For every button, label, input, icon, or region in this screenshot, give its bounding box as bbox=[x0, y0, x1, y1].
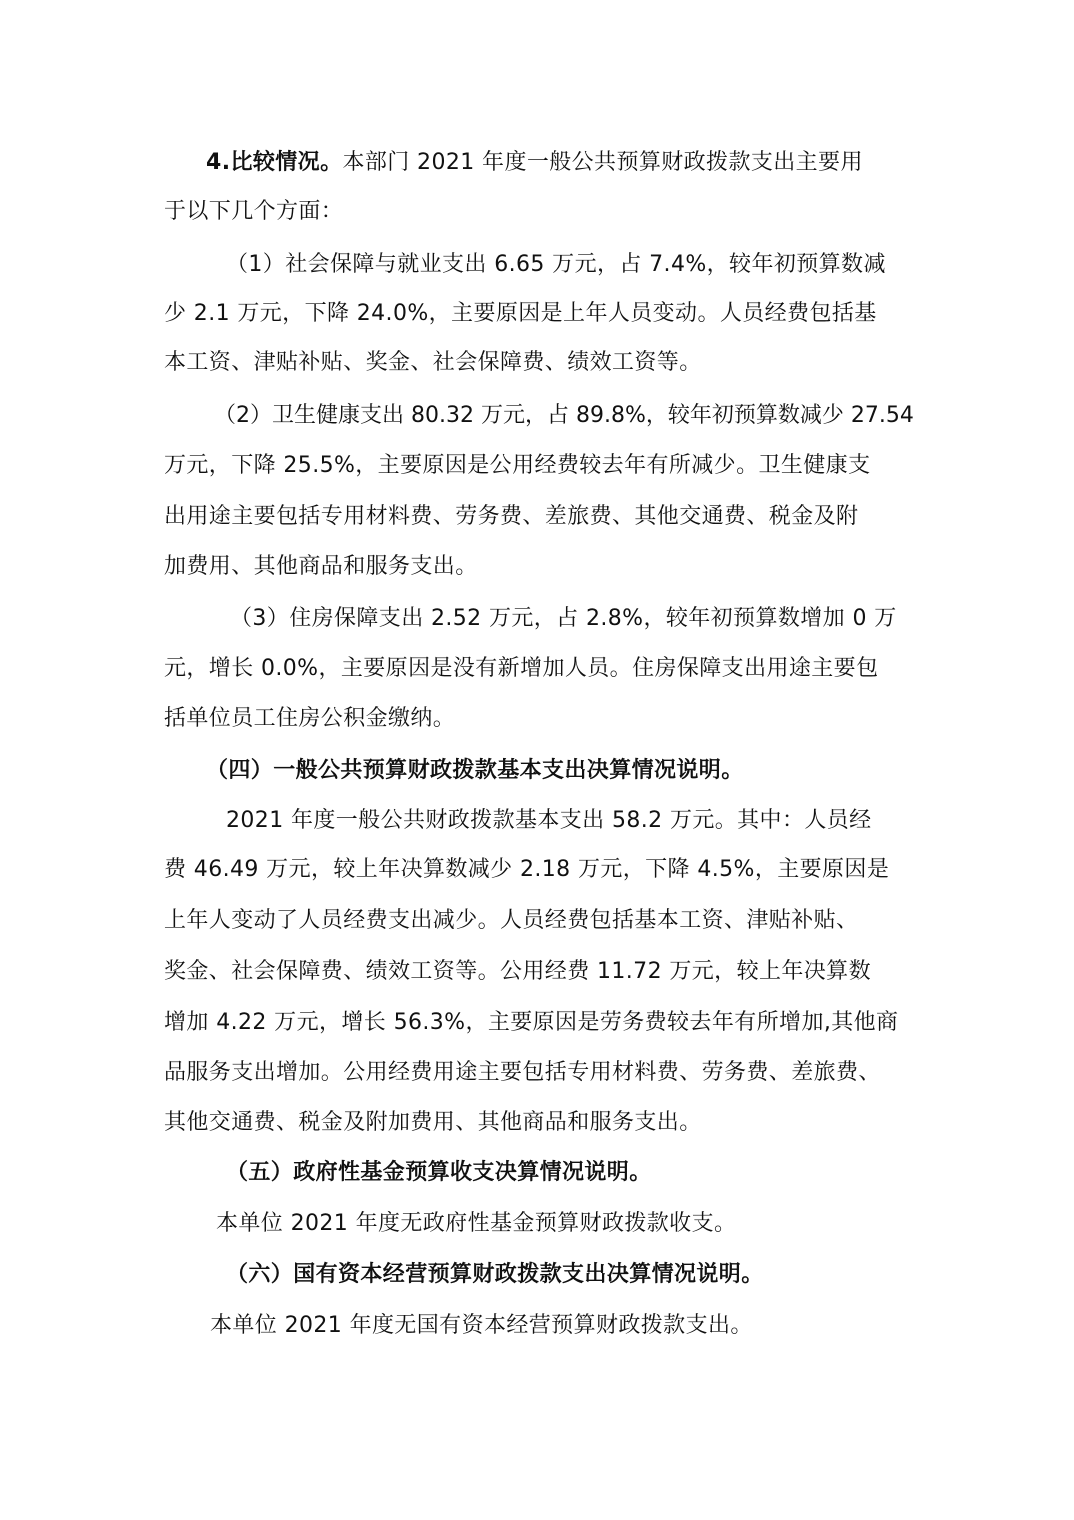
item-2-line-2: 万元，下降 25.5%，主要原因是公用经费较去年有所减少。卫生健康支 bbox=[164, 453, 871, 478]
section-four-line-3: 上年人变动了人员经费支出减少。人员经费包括基本工资、津贴补贴、 bbox=[164, 908, 859, 933]
section-six-heading: （六）国有资本经营预算财政拨款支出决算情况说明。 bbox=[226, 1262, 764, 1287]
paragraph-comparison-line-2: 于以下几个方面： bbox=[164, 199, 344, 224]
section-four-line-5: 增加 4.22 万元，增长 56.3%，主要原因是劳务费较去年有所增加,其他商 bbox=[164, 1010, 899, 1035]
item-1-line-2: 少 2.1 万元，下降 24.0%，主要原因是上年人员变动。人员经费包括基 bbox=[164, 301, 877, 326]
item-2-line-4: 加费用、其他商品和服务支出。 bbox=[164, 554, 478, 579]
section-five-heading: （五）政府性基金预算收支决算情况说明。 bbox=[226, 1160, 652, 1185]
paragraph-comparison-line-1 bbox=[206, 148, 863, 178]
section-five-line-1: 本单位 2021 年度无政府性基金预算财政拨款收支。 bbox=[216, 1211, 737, 1236]
section-six-line-1: 本单位 2021 年度无国有资本经营预算财政拨款支出。 bbox=[210, 1313, 753, 1338]
section-four-line-4: 奖金、社会保障费、绩效工资等。公用经费 11.72 万元，较上年决算数 bbox=[164, 959, 871, 984]
item-1-line-1: （1）社会保障与就业支出 6.65 万元，占 7.4%，较年初预算数减 bbox=[226, 252, 886, 277]
item-1-line-3: 本工资、津贴补贴、奖金、社会保障费、绩效工资等。 bbox=[164, 350, 702, 375]
section-four-line-6: 品服务支出增加。公用经费用途主要包括专用材料费、劳务费、差旅费、 bbox=[164, 1060, 881, 1085]
section-four-line-1: 2021 年度一般公共财政拨款基本支出 58.2 万元。其中：人员经 bbox=[226, 808, 872, 833]
item-3-line-2: 元，增长 0.0%，主要原因是没有新增加人员。住房保障支出用途主要包 bbox=[164, 656, 879, 681]
comparison-lead: 4.比较情况。 bbox=[206, 150, 343, 175]
item-3-line-1: （3）住房保障支出 2.52 万元，占 2.8%，较年初预算数增加 0 万 bbox=[230, 606, 897, 631]
section-four-line-2: 费 46.49 万元，较上年决算数减少 2.18 万元，下降 4.5%，主要原因是 bbox=[164, 857, 890, 882]
item-2-line-1: （2）卫生健康支出 80.32 万元，占 89.8%，较年初预算数减少 27.54 bbox=[214, 403, 914, 428]
comparison-lead-text: 本部门 2021 年度一般公共预算财政拨款支出主要用 bbox=[342, 150, 863, 175]
section-four-heading: （四）一般公共预算财政拨款基本支出决算情况说明。 bbox=[206, 758, 744, 783]
item-2-line-3: 出用途主要包括专用材料费、劳务费、差旅费、其他交通费、税金及附 bbox=[164, 504, 859, 529]
section-four-line-7: 其他交通费、税金及附加费用、其他商品和服务支出。 bbox=[164, 1110, 702, 1135]
item-3-line-3: 括单位员工住房公积金缴纳。 bbox=[164, 706, 456, 731]
